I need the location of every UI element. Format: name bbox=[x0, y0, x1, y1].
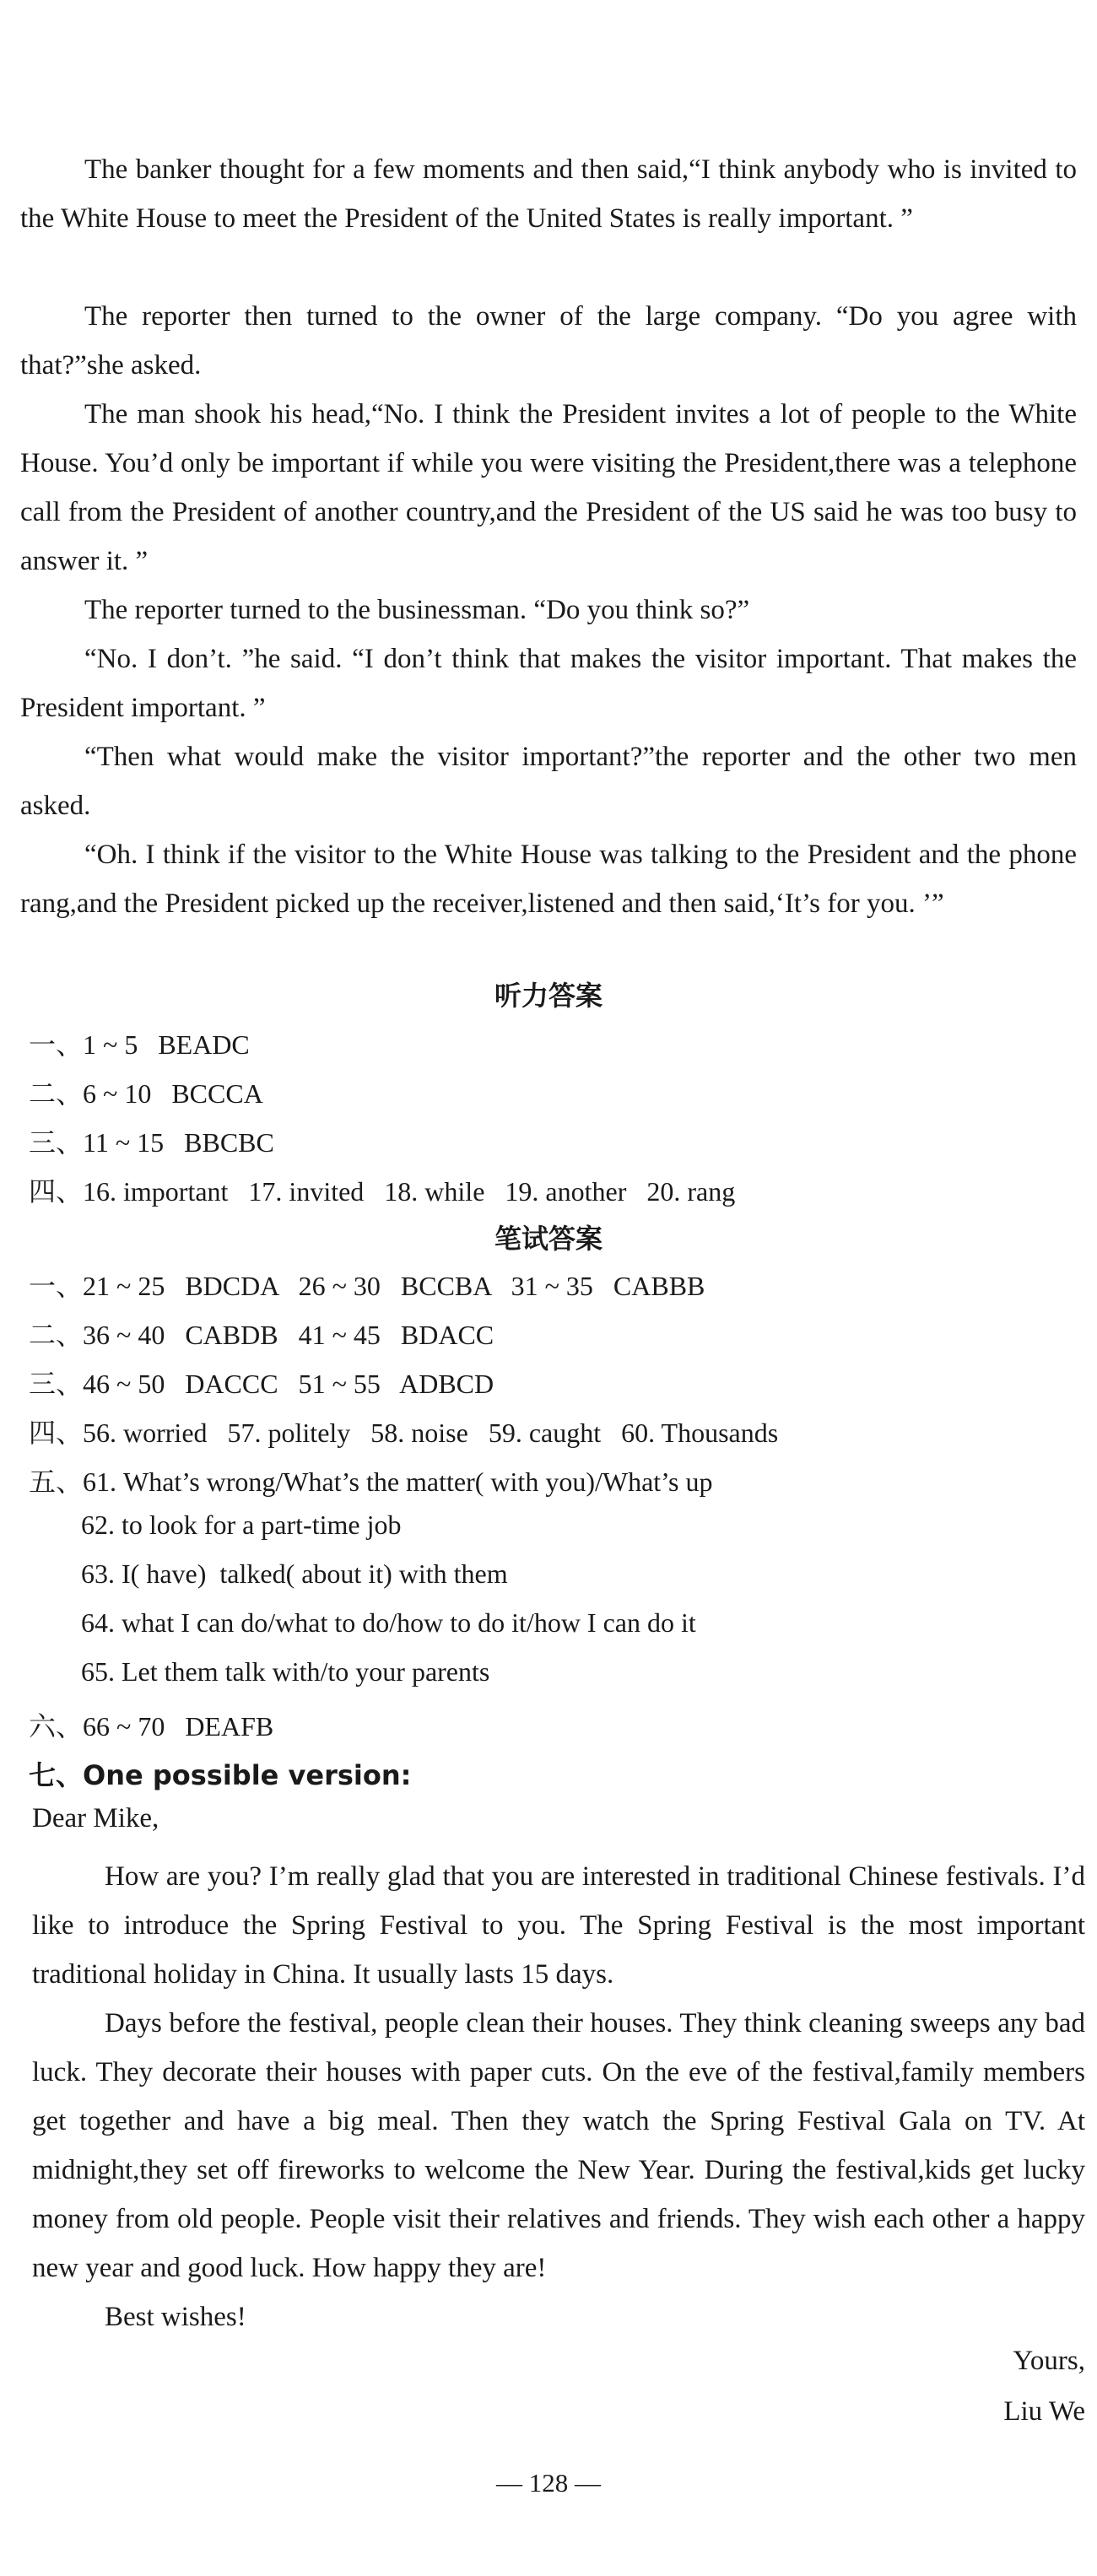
story-paragraph-1: The banker thought for a few moments and then said,“I think anybody who is invited to the White House to meet the President of the United States is really important. ” bbox=[20, 154, 1077, 234]
story-paragraph-5: “No. I don’t. ”he said. “I don’t think that makes the visitor important. That makes the President important. ” bbox=[20, 644, 1077, 723]
written-answers-heading: 笔试答案 bbox=[494, 1223, 603, 1255]
written-answer-subline: 63. I( have) talked( about it) with them bbox=[81, 1558, 508, 1589]
written-answer-subline: 64. what I can do/what to do/how to do it/how I can do it bbox=[81, 1607, 696, 1638]
written-answer-line: 三、46 ~ 50 DACCC 51 ~ 55 ADBCD bbox=[29, 1369, 494, 1399]
story-paragraph-4: The reporter turned to the businessman. “Do you think so?” bbox=[84, 595, 750, 625]
written-answer-subline: 62. to look for a part-time job bbox=[81, 1509, 402, 1540]
letter-paragraph-2: Days before the festival, people clean their houses. They think cleaning sweeps any bad luck. They decorate their houses with paper cuts. On the eve of the festival,family members get together and have a big meal. Then they watch the Spring Festival Gala on TV. At midnight,they set off fireworks to welcome the New Year. During the festival,kids get lucky money from old people. People visit their relatives and friends. They wish each other a happy new year and good luck. How happy they are! bbox=[32, 2008, 1085, 2283]
letter-paragraph-3: Best wishes! bbox=[105, 2302, 246, 2332]
written-answer-line: 二、36 ~ 40 CABDB 41 ~ 45 BDACC bbox=[29, 1320, 494, 1350]
letter-salutation: Dear Mike, bbox=[32, 1803, 159, 1833]
story-paragraph-7: “Oh. I think if the visitor to the White House was talking to the President and the phone rang,and the President picked up the receiver,listened and then said,‘It’s for you. ’” bbox=[20, 840, 1077, 919]
written-answer-line: 一、21 ~ 25 BDCDA 26 ~ 30 BCCBA 31 ~ 35 CABBB bbox=[29, 1271, 705, 1301]
letter-paragraph-1: How are you? I’m really glad that you are interested in traditional Chinese festivals. I’d like to introduce the Spring Festival to you. The Spring Festival is the most important traditional holiday in China. It usually lasts 15 days. bbox=[32, 1861, 1085, 1990]
listening-answer-line: 三、11 ~ 15 BBCBC bbox=[29, 1127, 274, 1158]
written-answer-subline: 65. Let them talk with/to your parents bbox=[81, 1656, 490, 1687]
written-answer-line: 六、66 ~ 70 DEAFB bbox=[29, 1711, 274, 1742]
letter-closing: Yours, bbox=[1013, 2346, 1085, 2376]
written-answer-line: 五、61. What’s wrong/What’s the matter( with you)/What’s up bbox=[29, 1466, 713, 1497]
story-paragraph-3: The man shook his head,“No. I think the President invites a lot of people to the White House. You’d only be important if while you were visiting the President,there was a telephone call from the President of another country,and the President of the US said he was too busy to answer it. ” bbox=[20, 399, 1077, 576]
story-paragraph-2: The reporter then turned to the owner of the large company. “Do you agree with that?”she asked. bbox=[20, 301, 1077, 381]
writing-section-label: 七、One possible version: bbox=[29, 1759, 412, 1791]
written-answer-line: 四、56. worried 57. politely 58. noise 59. caught 60. Thousands bbox=[29, 1418, 779, 1448]
story-paragraph-6: “Then what would make the visitor important?”the reporter and the other two men asked. bbox=[20, 742, 1077, 821]
listening-answer-line: 一、1 ~ 5 BEADC bbox=[29, 1029, 250, 1060]
listening-answer-line: 二、6 ~ 10 BCCCA bbox=[29, 1078, 263, 1109]
listening-answers-heading: 听力答案 bbox=[494, 980, 603, 1012]
letter-signature: Liu We bbox=[1003, 2396, 1085, 2427]
listening-answer-line: 四、16. important 17. invited 18. while 19. another 20. rang bbox=[29, 1176, 736, 1207]
page-number: — 128 — bbox=[496, 2468, 601, 2498]
